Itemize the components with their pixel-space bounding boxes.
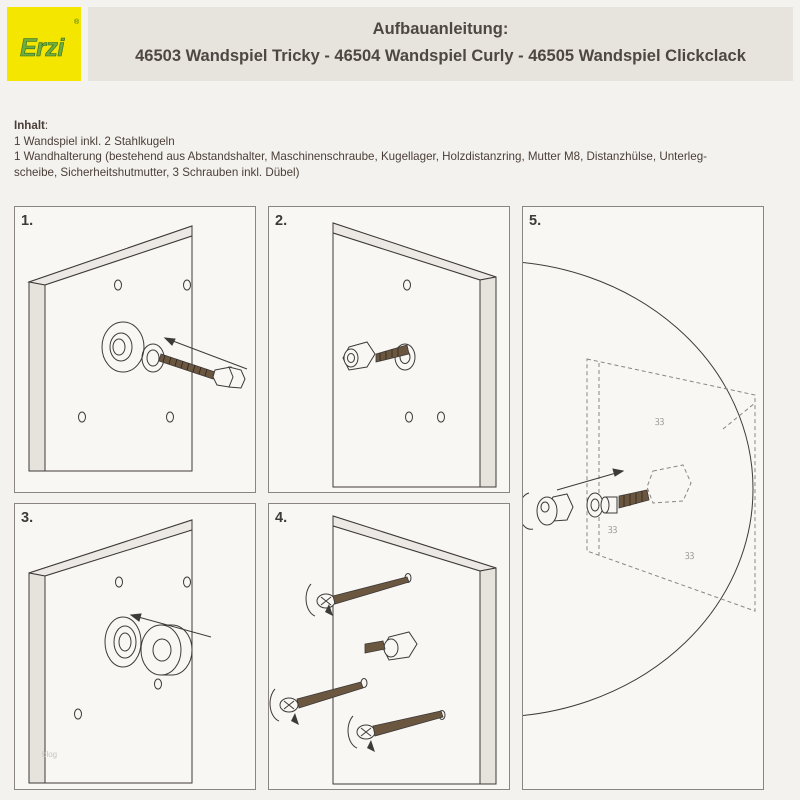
watermark: blog <box>42 750 58 759</box>
step-3-number: 3. <box>21 510 34 526</box>
step-2-illustration <box>269 207 510 493</box>
step-2-number: 2. <box>275 213 288 229</box>
step-4-panel <box>268 503 510 790</box>
step-1-panel <box>14 206 256 493</box>
step-5-panel <box>522 206 764 790</box>
product-list: 46503 Wandspiel Tricky - 46504 Wandspiel Curly - 46505 Wandspiel Clickclack <box>135 47 746 65</box>
erzi-logo <box>7 7 81 81</box>
step-1-number: 1. <box>21 213 34 229</box>
contents-line-3: scheibe, Sicherheitshutmutter, 3 Schrauben inkl. Dübel) <box>14 165 300 179</box>
contents-label: Inhalt <box>14 119 45 132</box>
page-title: Aufbauanleitung: <box>372 20 509 38</box>
step-3-illustration <box>15 504 256 790</box>
contents-colon: : <box>44 119 49 132</box>
step-2-panel <box>268 206 510 493</box>
header-banner <box>88 7 793 81</box>
contents-line-2: 1 Wandhalterung (bestehend aus Abstandshalter, Maschinenschraube, Kugellager, Holzdistanzring, Mutter M8, Distanzhülse, Unterleg- <box>14 150 708 163</box>
contents-section <box>14 118 784 180</box>
svg-text:ꝫꝫ: ꝫꝫ <box>608 524 618 534</box>
step-4-illustration <box>269 504 510 790</box>
contents-line-1: 1 Wandspiel inkl. 2 Stahlkugeln <box>14 134 175 148</box>
registered-mark: ® <box>74 19 80 26</box>
step-4-number: 4. <box>275 510 288 526</box>
step-1-illustration <box>15 207 256 493</box>
step-3-panel <box>14 503 256 790</box>
logo-text: Erzi <box>20 34 64 62</box>
step-5-number: 5. <box>529 213 542 229</box>
svg-text:ꝫꝫ: ꝫꝫ <box>685 550 695 560</box>
step-5-illustration <box>523 207 764 790</box>
svg-text:ꝫꝫ: ꝫꝫ <box>655 416 665 426</box>
